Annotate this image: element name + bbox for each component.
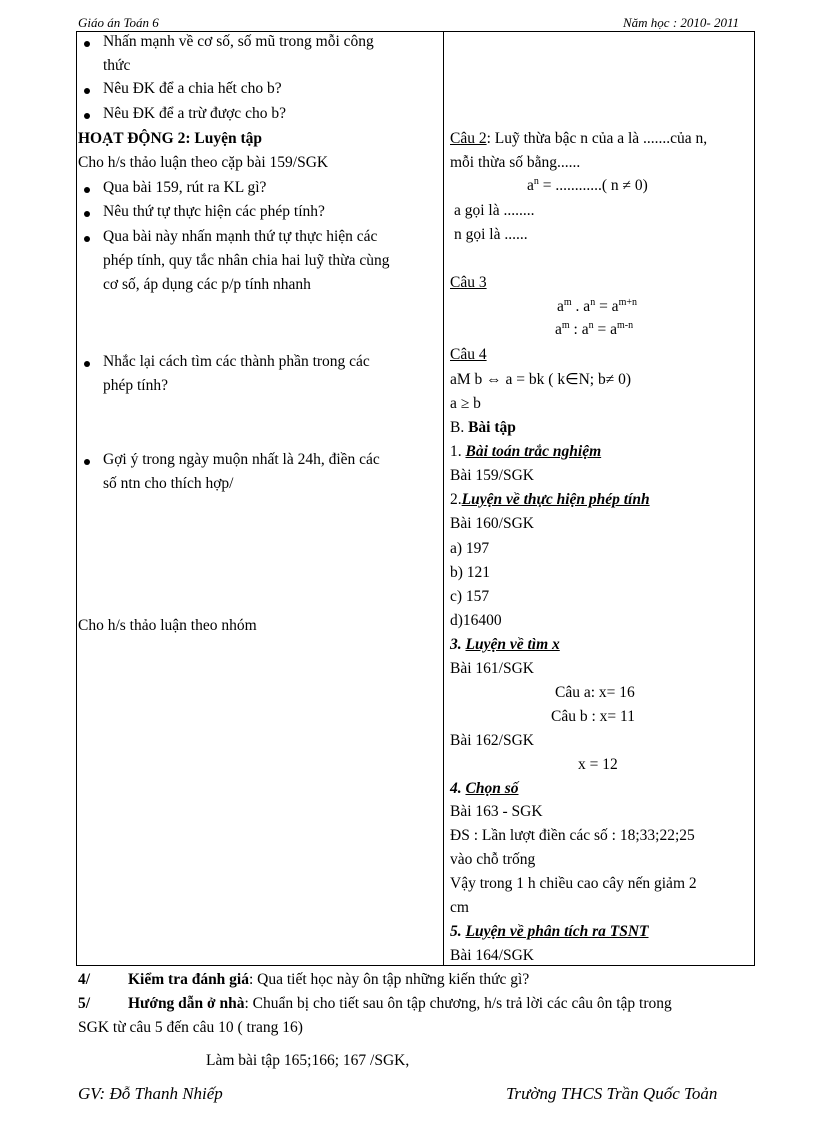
answer-line: x = 12: [578, 756, 618, 773]
bullet-dot: [84, 459, 90, 465]
bullet-dot: [84, 236, 90, 242]
section-4-heading: 4. Chọn số: [450, 780, 519, 797]
exercise-item: Bài 161/SGK: [450, 660, 534, 677]
left-item: Cho h/s thảo luận theo nhóm: [78, 617, 257, 634]
a-goi-la: a gọi là ........: [454, 202, 535, 219]
section-2-heading: 2.Luyện về thực hiện phép tính: [450, 491, 650, 508]
answer-line: Vậy trong 1 h chiều cao cây nến giảm 2: [450, 875, 697, 892]
answer-line: vào chỗ trống: [450, 851, 536, 868]
left-item: Gợi ý trong ngày muộn nhất là 24h, điền các: [103, 451, 380, 468]
header-right: Năm học : 2010- 2011: [623, 15, 740, 30]
answer-line: ĐS : Lần lượt điền các số : 18;33;22;25: [450, 827, 695, 844]
left-item: Nêu thứ tự thực hiện các phép tính?: [103, 203, 325, 220]
bullet-dot: [84, 41, 90, 47]
step-4-number: 4/: [78, 971, 91, 988]
activity-heading: HOẠT ĐỘNG 2: Luyện tập: [78, 130, 263, 147]
bullet-dot: [84, 361, 90, 367]
bullet-dot: [84, 88, 90, 94]
answer-line: b) 121: [450, 564, 491, 581]
cau3-label: Câu 3: [450, 274, 487, 291]
answer-line: a) 197: [450, 540, 490, 557]
header-rule: [76, 31, 754, 32]
footer-school: Trường THCS Trần Quốc Toản: [506, 1084, 718, 1103]
left-item: phép tính, quy tắc nhân chia hai luỹ thừa cùng: [103, 252, 390, 269]
bullet-dot: [84, 113, 90, 119]
bullet-dot: [84, 211, 90, 217]
section-3-heading: 3. Luyện về tìm x: [450, 636, 560, 653]
step-5-number: 5/: [78, 995, 91, 1012]
left-item: phép tính?: [103, 377, 168, 394]
exercise-item: Bài 159/SGK: [450, 467, 534, 484]
table-right-border: [754, 31, 755, 965]
cau2-line2: mỗi thừa số bằng......: [450, 154, 581, 171]
step-4-line: Kiểm tra đánh giá: Qua tiết học này ôn tập những kiến thức gì?: [128, 971, 530, 988]
left-item: số ntn cho thích hợp/: [103, 475, 234, 492]
table-bottom-border: [76, 965, 755, 966]
step-5-line2: SGK từ câu 5 đến câu 10 ( trang 16): [78, 1019, 303, 1036]
cau4-line2: a ≥ b: [450, 395, 481, 412]
exercise-item: Bài 163 - SGK: [450, 803, 543, 820]
exercise-item: Bài 164/SGK: [450, 947, 534, 964]
section-1-heading: 1. Bài toán trắc nghiệm: [450, 443, 602, 460]
cau2-label: Câu 2: [450, 130, 487, 147]
homework-line: Làm bài tập 165;166; 167 /SGK,: [206, 1052, 410, 1069]
answer-line: d)16400: [450, 612, 502, 629]
n-goi-la: n gọi là ......: [454, 226, 528, 243]
cau4-label: Câu 4: [450, 346, 487, 363]
section-5-heading: 5. Luyện về phân tích ra TSNT: [450, 923, 649, 940]
step-5-line: Hướng dẫn ở nhà: Chuẩn bị cho tiết sau ôn tập chương, h/s trả lời các câu ôn tập trong: [128, 995, 672, 1012]
cau2-line1: Câu 2: Luỹ thừa bậc n của a là .......của n,: [450, 130, 708, 147]
left-item: thức: [103, 57, 131, 74]
table-left-border: [76, 31, 77, 965]
cau4-line1: aM b ⇔ a = bk ( k∈N; b≠ 0): [450, 371, 631, 388]
footer-teacher: GV: Đỗ Thanh Nhiếp: [78, 1084, 223, 1103]
answer-line: Câu b : x= 11: [551, 708, 635, 725]
bullet-dot: [84, 187, 90, 193]
left-item: Nêu ĐK để a trừ được cho b?: [103, 105, 286, 122]
header-left: Giáo án Toán 6: [78, 15, 159, 30]
left-item: cơ số, áp dụng các p/p tính nhanh: [103, 276, 311, 293]
cau3-formula-2: $a^m$ : $a^n = a^{m-n}$: [555, 319, 634, 338]
left-item: Qua bài này nhấn mạnh thứ tự thực hiện các: [103, 228, 378, 245]
power-formula: $a^n$ = ............( n ≠ 0): [527, 175, 648, 194]
left-item: Nhấn mạnh về cơ số, số mũ trong mỗi công: [103, 33, 374, 50]
left-item: Nhắc lại cách tìm các thành phần trong các: [103, 353, 370, 370]
answer-line: cm: [450, 899, 469, 916]
section-b-heading: B. Bài tập: [450, 419, 516, 436]
left-item: Cho h/s thảo luận theo cặp bài 159/SGK: [78, 154, 329, 171]
answer-line: c) 157: [450, 588, 490, 605]
exercise-item: Bài 162/SGK: [450, 732, 534, 749]
answer-line: Câu a: x= 16: [555, 684, 635, 701]
table-middle-border: [443, 31, 444, 965]
cau3-formula-1: $a^m$ . $a^n = a^{m+n}$: [557, 296, 637, 315]
left-item: Qua bài 159, rút ra KL gì?: [103, 179, 267, 196]
exercise-item: Bài 160/SGK: [450, 515, 534, 532]
left-item: Nêu ĐK để a chia hết cho b?: [103, 80, 282, 97]
